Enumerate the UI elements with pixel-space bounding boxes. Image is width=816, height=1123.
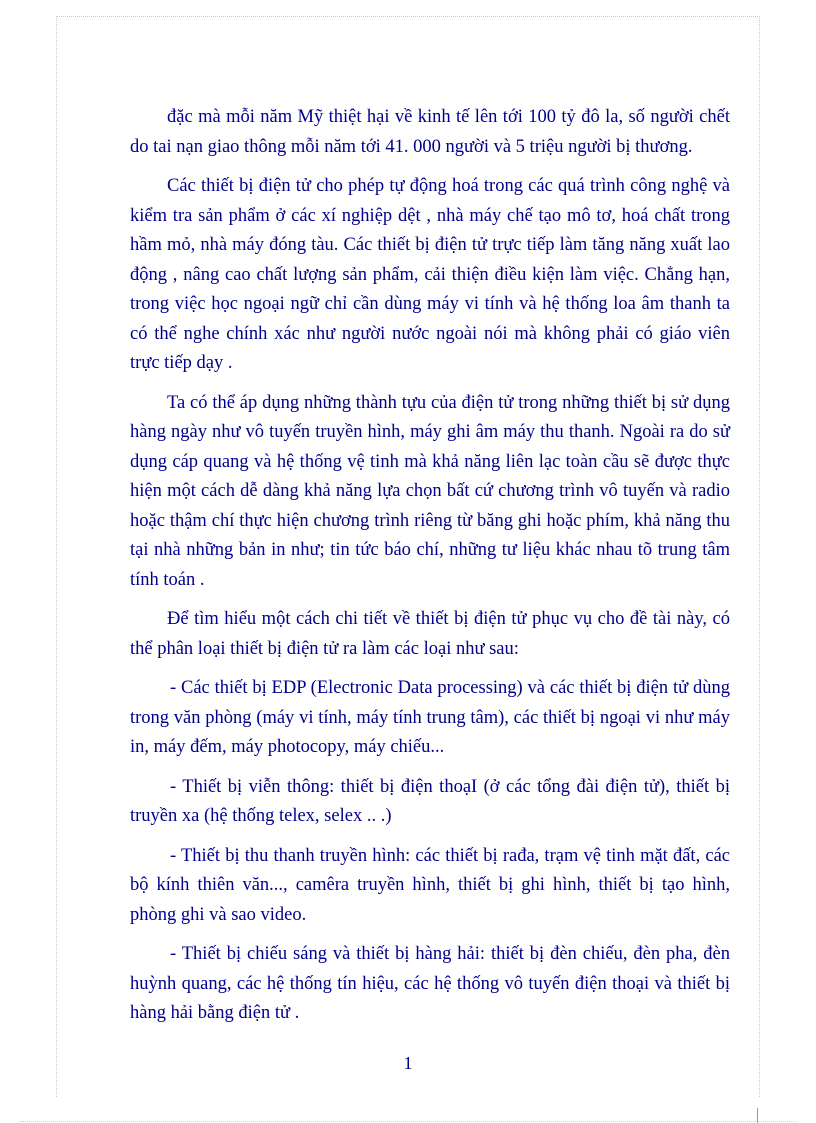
list-item-broadcast: - Thiết bị thu thanh truyền hình: các thiết bị rađa, trạm vệ tinh mặt đất, các bộ kính thiên văn..., camêra truyền hình, thiết bị ghi hình, thiết bị tạo hình, phòng ghi và sao video. — [130, 845, 730, 925]
paragraph-economic-damage: đặc mà mỗi năm Mỹ thiệt hại về kinh tế lên tới 100 tỷ đô la, số người chết do tai nạn giao thông mỗi năm tới 41. 000 người và 5 triệu người bị thương. — [130, 107, 730, 157]
page-border-left — [56, 16, 58, 1097]
paragraph-automation: Các thiết bị điện tử cho phép tự động hoá trong các quá trình công nghệ và kiểm tra sản phẩm ở các xí nghiệp dệt , nhà máy chế tạo mô tơ, hoá chất trong hầm mỏ, nhà máy đóng tàu. Các thiết bị điện tử trực tiếp làm tăng năng xuất lao động , nâng cao chất lượng sản phẩm, cải thiện điều kiện làm việc. Chẳng hạn, trong việc học ngoại ngữ chỉ cần dùng máy vi tính và hệ thống loa âm thanh ta có thể nghe chính xác như người nước ngoài nói mà không phải có giáo viên trực tiếp dạy . — [130, 176, 730, 373]
list-item-edp: - Các thiết bị EDP (Electronic Data processing) và các thiết bị điện tử dùng trong văn phòng (máy vi tính, máy tính trung tâm), các thiết bị ngoại vi như máy in, máy đếm, máy photocopy, máy chiếu... — [130, 678, 730, 757]
page-border-top — [56, 16, 760, 18]
page-corner-mark — [757, 1108, 758, 1123]
list-item-telecom: - Thiết bị viễn thông: thiết bị điện thoạI (ở các tổng đài điện tử), thiết bị truyền xa (hệ thống telex, selex .. .) — [130, 776, 730, 826]
paragraph-everyday-devices: Ta có thể áp dụng những thành tựu của điện tử trong những thiết bị sử dụng hàng ngày như vô tuyến truyền hình, máy ghi âm máy thu thanh. Ngoài ra do sử dụng cáp quang và hệ thống vệ tinh mà khả năng liên lạc toàn cầu sẽ được thực hiện một cách dễ dàng khả năng lựa chọn bất cứ chương trình vô tuyến và radio hoặc thậm chí thực hiện chương trình riêng từ băng ghi hoặc phím, khả năng thu tại nhà những bản in như; tin tức báo chí, những tư liệu khác nhau tõ trung tâm tính toán . — [130, 392, 730, 590]
page-number: 1 — [403, 1053, 413, 1073]
document-body — [130, 103, 730, 1039]
paragraph-classification-intro: Để tìm hiểu một cách chi tiết về thiết bị điện tử phục vụ cho đề tài này, có thể phân loại thiết bị điện tử ra làm các loại như sau: — [130, 609, 730, 659]
page-border-right — [758, 16, 760, 1097]
list-item-lighting-marine: - Thiết bị chiếu sáng và thiết bị hàng hải: thiết bị đèn chiếu, đèn pha, đèn huỳnh quang, các hệ thống tín hiệu, các hệ thống vô tuyến điện thoại và thiết bị hàng hải bằng điện tử . — [130, 944, 730, 1023]
